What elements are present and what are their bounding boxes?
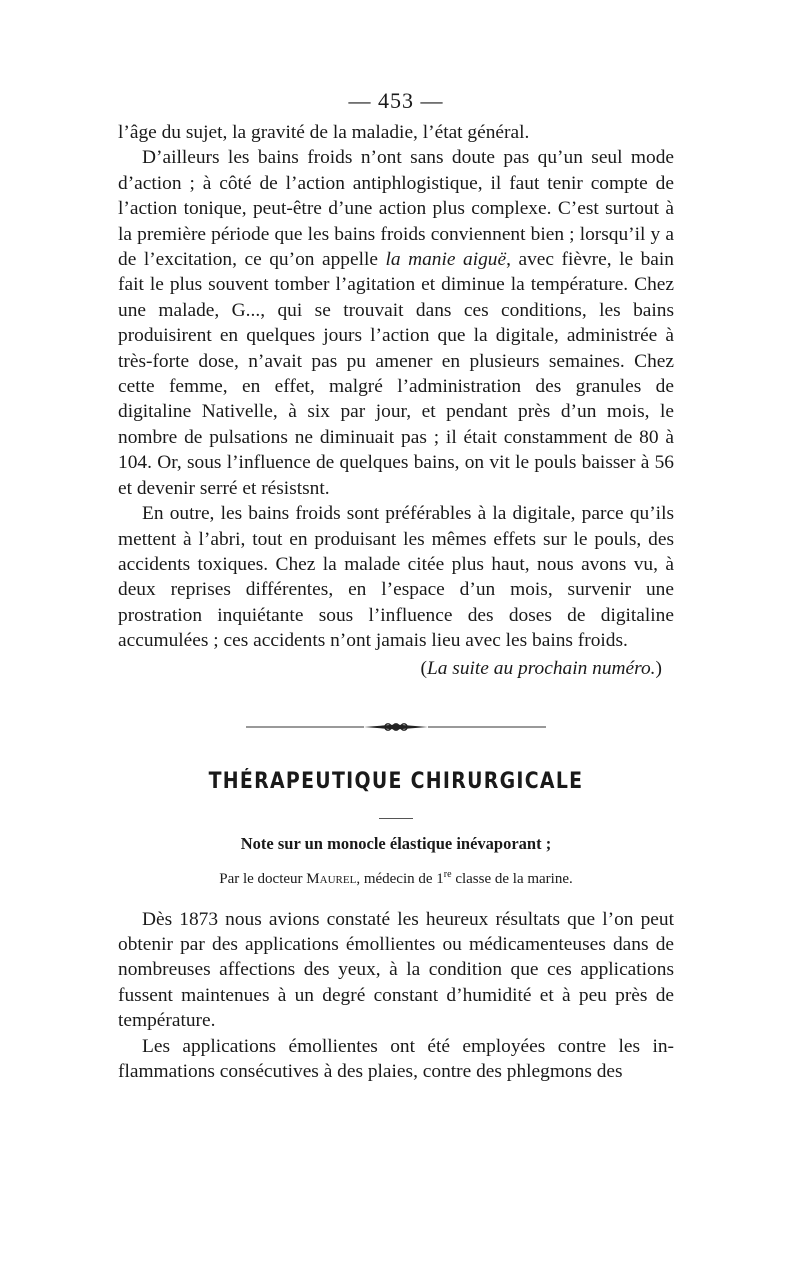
paragraph-continuation: l’âge du sujet, la gravité de la maladie, l’état général. xyxy=(118,122,530,143)
ornamental-divider-icon xyxy=(246,720,546,734)
small-divider xyxy=(379,818,413,819)
to-be-continued-note xyxy=(118,656,674,682)
paragraph-cold-baths xyxy=(118,145,674,501)
paragraph-digitalis: En outre, les bains froids sont préférables à la digitale, parce qu’ils mettent à l’abri, tout en produisant les mêmes effets sur le pouls, des accidents toxiques. Chez la malade citée plus haut, nous avons vu, à deux reprises différentes, en l’espace d’un mois, survenir une prostration inquiétante sous l’influence des doses de digitaline accumulées ; ces accidents n’ont jamais lieu avec les bains froids. xyxy=(118,503,674,652)
paren-close: ) xyxy=(655,657,662,679)
paragraph-text-part2: , avec fièvre, le bain fait le plus souvent tomber l’agitation et diminue la température. Chez une malade, G..., qui se trouvait dans ces conditions, les bains produisirent en quelques jours l’action que la digitale, administrée à très-forte dose, n’avait pas pu amener en plusieurs semaines. Chez cette femme, en effet, malgré l’administration des granules de digitaline Nativelle, à six par jour, et pendant près d’un mois, le nombre de pulsations ne diminuait pas ; il était constamment de 80 à 104. Or, sous l’influence de quelques bains, on vit le pouls baisser à 56 et devenir serré et résistsnt. xyxy=(118,249,674,499)
paren-open: ( xyxy=(420,657,427,679)
to-be-continued-text: La suite au prochain numéro. xyxy=(426,657,656,679)
italic-term-manie-aigue: la manie aiguë xyxy=(385,249,507,271)
paragraph-1873: Dès 1873 nous avions constaté les heureux résultats que l’on peut obtenir par des applications émollientes ou médicamenteuses dans de nombreuses affections des yeux, à la condition que ces applications fussent maintenues à un degré constant d’humidité et à peu près de température. xyxy=(118,908,674,1032)
page-number: — 453 — xyxy=(348,88,444,113)
article-title: Note sur un monocle élastique inévaporant ; xyxy=(240,833,552,853)
article-byline xyxy=(118,869,674,889)
author-name: Maurel xyxy=(306,870,357,887)
paragraph-text-part1: D’ailleurs les bains froids n’ont sans doute pas qu’un seul mode d’action ; à côté de l’action antiphlogistique, il faut tenir compte de l’action tonique, peut-être d’une action plus complexe. C’est surtout à la première période que les bains froids conviennent bien ; lorsqu’il y a de l’excitation, ce qu’on appelle xyxy=(118,147,674,271)
paragraph-applications: Les applications émollientes ont été employées contre les inflammations consécutives à des plaies, contre des phlegmons des xyxy=(118,1035,674,1082)
byline-superscript: re xyxy=(443,868,452,880)
byline-prefix: Par le docteur xyxy=(219,870,307,887)
section-title: THÉRAPEUTIQUE CHIRURGICALE xyxy=(208,768,584,794)
document-page xyxy=(118,88,674,1084)
byline-suffix: classe de la marine. xyxy=(451,870,573,887)
byline-mid: , médecin de 1 xyxy=(356,870,444,887)
